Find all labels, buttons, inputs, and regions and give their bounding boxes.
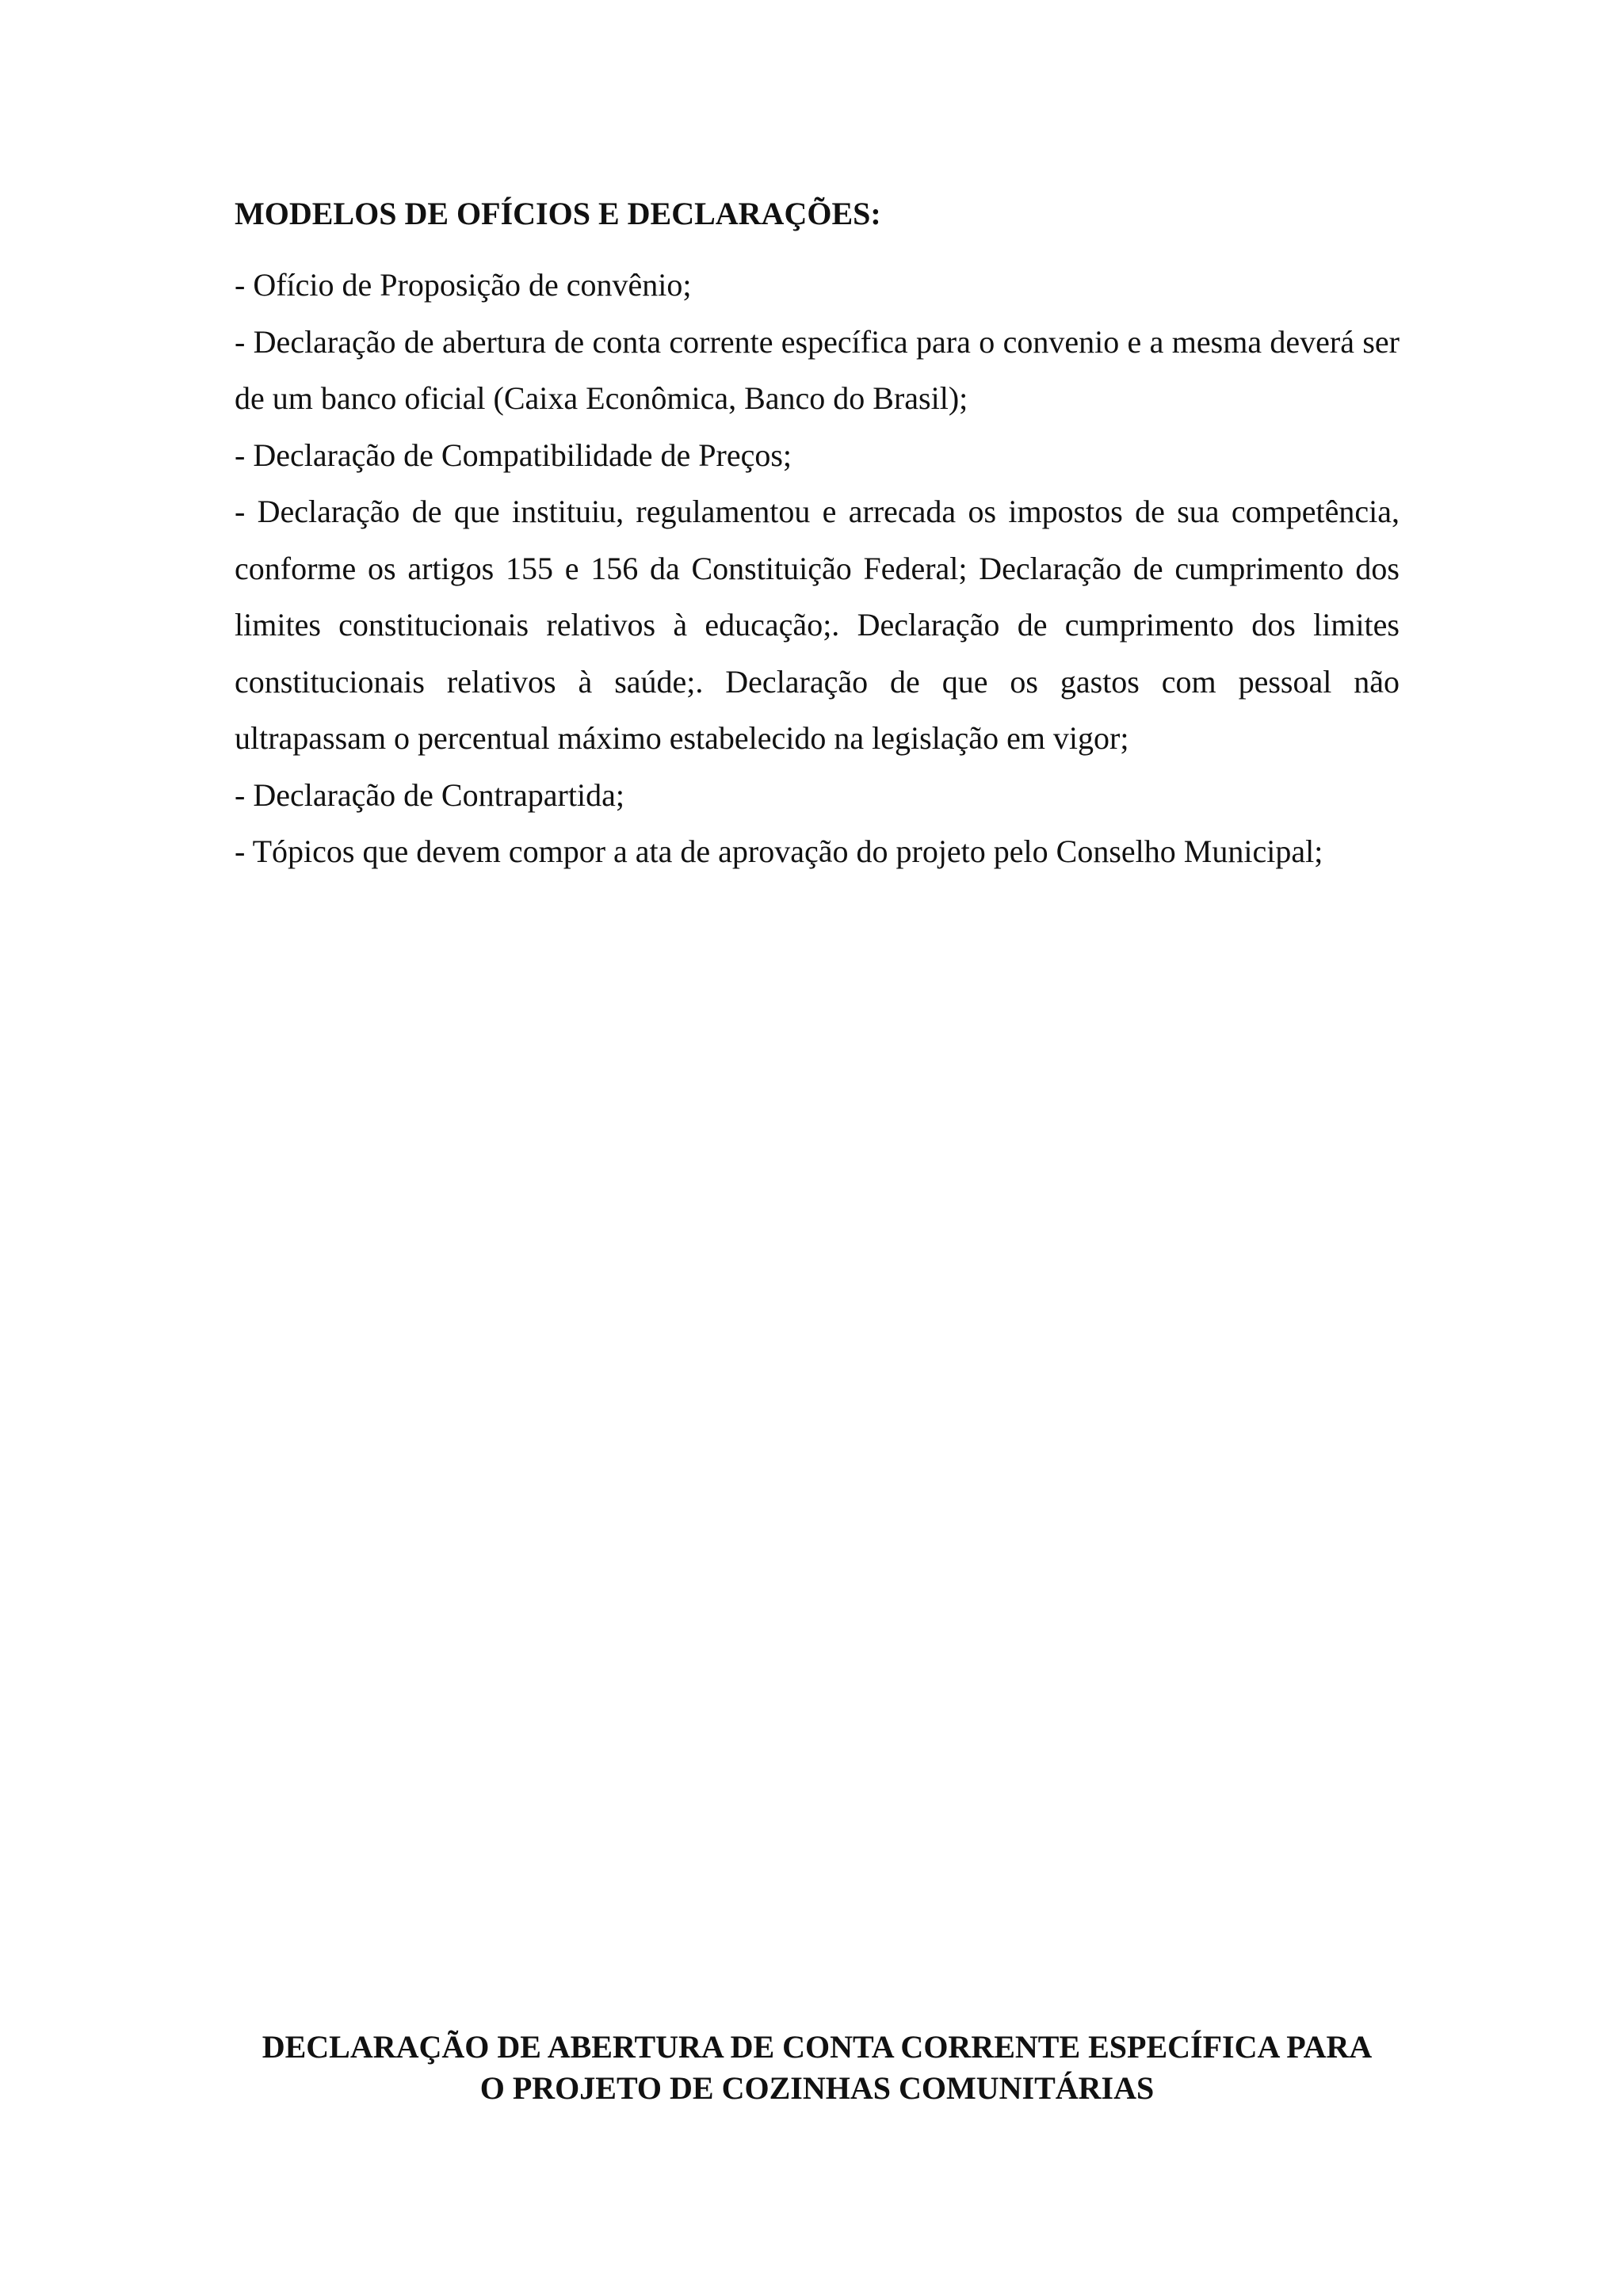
list-item-oficio-proposicao: - Ofício de Proposição de convênio; (235, 267, 692, 303)
declaration-title (235, 2027, 1400, 2109)
declaration-title-line-2: O PROJETO DE COZINHAS COMUNITÁRIAS (479, 2070, 1155, 2106)
list-item-declaracao-contrapartida: - Declaração de Contrapartida; (235, 776, 624, 813)
declaration-title-line-1: DECLARAÇÃO DE ABERTURA DE CONTA CORRENTE ESPECÍFICA PARA (262, 2029, 1373, 2065)
document-list (235, 257, 1400, 880)
document-body (235, 190, 1400, 880)
list-item-declaracao-impostos-limites: - Declaração de que instituiu, regulamentou e arrecada os impostos de sua competência, conforme os artigos 155 e 156 da Constituição Federal; Declaração de cumprimento dos limites constitucionais relativos à educação;. Declaração de cumprimento dos limites constitucionais relativos à saúde;. Declaração de que os gastos com pessoal não ultrapassam o percentual máximo estabelecido na legislação em vigor; (235, 494, 1400, 756)
list-item-declaracao-compatibilidade-precos: - Declaração de Compatibilidade de Preços; (235, 437, 792, 473)
list-item-topicos-ata: - Tópicos que devem compor a ata de aprovação do projeto pelo Conselho Municipal; (235, 833, 1323, 869)
list-item-declaracao-abertura-conta: - Declaração de abertura de conta corrente específica para o convenio e a mesma deverá ser de um banco oficial (Caixa Econômica, Banco do Brasil); (235, 323, 1400, 416)
section-heading: MODELOS DE OFÍCIOS E DECLARAÇÕES: (235, 196, 881, 231)
